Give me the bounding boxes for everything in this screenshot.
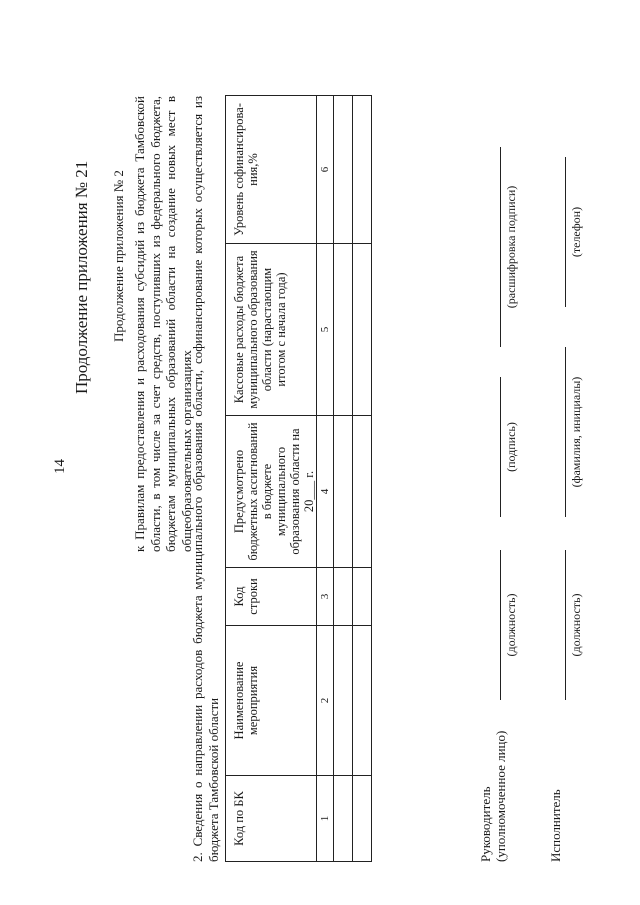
- table-cell[interactable]: [353, 776, 372, 862]
- executor-position-caption: (должность): [569, 593, 583, 657]
- table-row: [334, 96, 353, 862]
- appendix-title: Продолжение приложения № 21: [72, 160, 91, 394]
- head-signature-caption: (подпись): [504, 422, 518, 472]
- head-decoding-line[interactable]: [500, 147, 501, 347]
- table-row: [353, 96, 372, 862]
- header-cash-expenses: Кассовые расходы бюджета муниципального образования области (нарастающим итогом с начала года): [226, 244, 317, 416]
- intro-text: к Правилам предоставления и расходования субсидий из бюджета Тамбовской области, в том числе за счет средств, поступивших из федерального бюджета, бюджетам муниципальных образований области на создание новых мест в общеобразовательных организациях: [132, 96, 194, 552]
- table-cell[interactable]: [334, 776, 353, 862]
- report-table: [225, 95, 372, 862]
- executor-position-line[interactable]: [565, 550, 566, 700]
- table-cell[interactable]: [353, 244, 372, 416]
- document-sheet: [20, 62, 620, 862]
- head-position-line[interactable]: [500, 550, 501, 700]
- table-cell[interactable]: [334, 568, 353, 626]
- head-decoding-caption: (расшифровка подписи): [504, 185, 518, 309]
- header-bk-code: Код по БК: [226, 776, 317, 862]
- column-number-row: [317, 96, 334, 862]
- header-cofinancing-level: Уровень софинансирова-ния,%: [226, 96, 317, 244]
- executor-phone-line[interactable]: [565, 157, 566, 307]
- table-cell[interactable]: [353, 416, 372, 568]
- sub-title: Продолжение приложения № 2: [111, 170, 126, 342]
- header-planned-allocations: Предусмотрено бюджетных ассигнований в бюджете муниципального образования области на 20___ г.: [226, 416, 317, 568]
- header-line-code: Код строки: [226, 568, 317, 626]
- column-number: 5: [317, 244, 334, 416]
- column-number: 1: [317, 776, 334, 862]
- header-event-name: Наименование мероприятия: [226, 626, 317, 776]
- executor-label: Исполнитель: [548, 789, 563, 862]
- section-title: 2. Сведения о направлении расходов бюджета муниципального образования области, софинансирование которых осуществляется из бюджета Тамбовской области: [190, 96, 221, 862]
- head-label: Руководитель (уполномоченное лицо): [478, 730, 508, 862]
- table-cell[interactable]: [353, 626, 372, 776]
- table-cell[interactable]: [334, 626, 353, 776]
- table-cell[interactable]: [334, 96, 353, 244]
- head-signature-line[interactable]: [500, 377, 501, 517]
- head-position-caption: (должность): [504, 593, 518, 657]
- column-number: 2: [317, 626, 334, 776]
- table-cell[interactable]: [353, 96, 372, 244]
- column-number: 6: [317, 96, 334, 244]
- table-cell[interactable]: [334, 244, 353, 416]
- column-number: 4: [317, 416, 334, 568]
- table-header-row: [226, 96, 317, 862]
- executor-name-line[interactable]: [565, 347, 566, 517]
- table-cell[interactable]: [334, 416, 353, 568]
- column-number: 3: [317, 568, 334, 626]
- page-number: 14: [52, 459, 68, 474]
- executor-name-caption: (фамилия, инициалы): [569, 376, 583, 488]
- executor-phone-caption: (телефон): [569, 206, 583, 258]
- table-cell[interactable]: [353, 568, 372, 626]
